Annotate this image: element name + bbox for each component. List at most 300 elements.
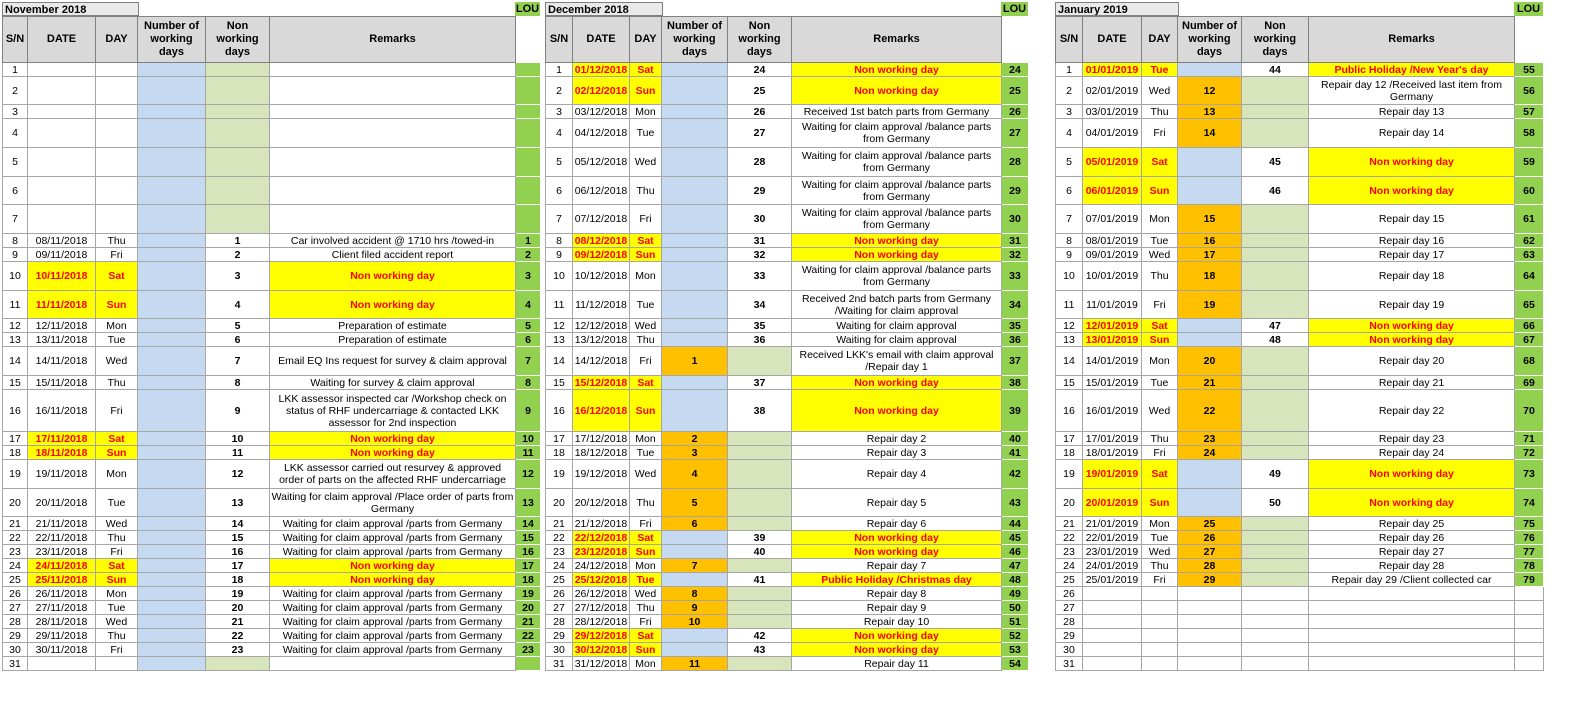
cell-w[interactable] [138, 432, 206, 446]
cell-w[interactable]: 18 [1178, 262, 1242, 291]
cell-date[interactable]: 23/11/2018 [28, 545, 96, 559]
cell-lou[interactable] [516, 77, 541, 105]
cell-date[interactable]: 07/12/2018 [573, 205, 630, 234]
cell-day[interactable]: Tue [630, 573, 662, 587]
cell-w[interactable] [1178, 460, 1242, 489]
cell-date[interactable]: 02/12/2018 [573, 77, 630, 105]
cell-sn[interactable]: 30 [1056, 643, 1083, 657]
cell-lou[interactable]: 63 [1515, 248, 1544, 262]
cell-sn[interactable]: 19 [3, 460, 28, 489]
cell-sn[interactable]: 10 [546, 262, 573, 291]
cell-date[interactable] [1083, 587, 1142, 601]
cell-sn[interactable]: 25 [546, 573, 573, 587]
cell-day[interactable]: Thu [630, 333, 662, 347]
cell-date[interactable]: 28/11/2018 [28, 615, 96, 629]
cell-w[interactable] [1178, 615, 1242, 629]
cell-sn[interactable]: 9 [1056, 248, 1083, 262]
cell-sn[interactable]: 1 [1056, 63, 1083, 77]
cell-date[interactable] [28, 77, 96, 105]
cell-r[interactable]: Repair day 17 [1309, 248, 1515, 262]
cell-r[interactable]: Public Holiday /New Year's day [1309, 63, 1515, 77]
cell-w[interactable] [1178, 643, 1242, 657]
cell-lou[interactable]: 59 [1515, 148, 1544, 177]
cell-sn[interactable]: 4 [3, 119, 28, 148]
cell-lou[interactable]: 79 [1515, 573, 1544, 587]
cell-lou[interactable]: 37 [1002, 347, 1029, 376]
cell-r[interactable]: Repair day 14 [1309, 119, 1515, 148]
cell-sn[interactable]: 26 [546, 587, 573, 601]
cell-r[interactable]: Repair day 13 [1309, 105, 1515, 119]
cell-w[interactable] [662, 629, 728, 643]
cell-day[interactable]: Tue [96, 601, 138, 615]
cell-lou[interactable]: 50 [1002, 601, 1029, 615]
cell-lou[interactable] [1515, 643, 1544, 657]
cell-w[interactable] [138, 234, 206, 248]
cell-w[interactable]: 24 [1178, 446, 1242, 460]
cell-r[interactable]: Repair day 3 [792, 446, 1002, 460]
cell-nw[interactable]: 6 [206, 333, 270, 347]
cell-date[interactable]: 22/12/2018 [573, 531, 630, 545]
cell-date[interactable]: 16/01/2019 [1083, 390, 1142, 432]
cell-nw[interactable]: 4 [206, 291, 270, 319]
cell-r[interactable] [1309, 629, 1515, 643]
cell-r[interactable] [1309, 601, 1515, 615]
cell-lou[interactable]: 9 [516, 390, 541, 432]
cell-sn[interactable]: 4 [546, 119, 573, 148]
cell-r[interactable]: Waiting for claim approval /parts from Germany [270, 615, 516, 629]
cell-day[interactable]: Sat [630, 234, 662, 248]
cell-lou[interactable] [516, 63, 541, 77]
cell-nw[interactable]: 19 [206, 587, 270, 601]
cell-date[interactable]: 25/01/2019 [1083, 573, 1142, 587]
cell-sn[interactable]: 7 [3, 205, 28, 234]
cell-nw[interactable] [1242, 531, 1309, 545]
cell-nw[interactable] [206, 119, 270, 148]
cell-r[interactable]: Repair day 29 /Client collected car [1309, 573, 1515, 587]
cell-date[interactable]: 10/11/2018 [28, 262, 96, 291]
cell-date[interactable]: 12/11/2018 [28, 319, 96, 333]
cell-sn[interactable]: 22 [1056, 531, 1083, 545]
cell-lou[interactable] [1515, 629, 1544, 643]
cell-date[interactable]: 20/11/2018 [28, 489, 96, 517]
cell-lou[interactable]: 30 [1002, 205, 1029, 234]
cell-nw[interactable] [1242, 119, 1309, 148]
cell-sn[interactable]: 21 [1056, 517, 1083, 531]
cell-r[interactable]: Waiting for claim approval [792, 319, 1002, 333]
cell-date[interactable]: 26/12/2018 [573, 587, 630, 601]
cell-nw[interactable] [728, 446, 792, 460]
cell-r[interactable]: Non working day [1309, 489, 1515, 517]
col-header-day[interactable]: DAY [96, 17, 138, 63]
cell-lou[interactable]: 17 [516, 559, 541, 573]
cell-lou[interactable]: 12 [516, 460, 541, 489]
cell-lou[interactable]: 42 [1002, 460, 1029, 489]
cell-w[interactable] [138, 63, 206, 77]
cell-lou[interactable]: 32 [1002, 248, 1029, 262]
cell-day[interactable]: Mon [630, 657, 662, 671]
cell-date[interactable]: 01/12/2018 [573, 63, 630, 77]
cell-sn[interactable]: 8 [3, 234, 28, 248]
cell-r[interactable]: Repair day 4 [792, 460, 1002, 489]
cell-sn[interactable]: 10 [3, 262, 28, 291]
cell-day[interactable]: Sat [1142, 148, 1178, 177]
cell-date[interactable] [1083, 643, 1142, 657]
cell-w[interactable] [138, 446, 206, 460]
cell-r[interactable]: Repair day 21 [1309, 376, 1515, 390]
cell-lou[interactable]: 2 [516, 248, 541, 262]
cell-day[interactable] [1142, 615, 1178, 629]
cell-nw[interactable]: 50 [1242, 489, 1309, 517]
cell-w[interactable] [662, 177, 728, 205]
cell-w[interactable] [138, 105, 206, 119]
cell-date[interactable]: 14/12/2018 [573, 347, 630, 376]
cell-sn[interactable]: 23 [3, 545, 28, 559]
cell-lou[interactable]: 34 [1002, 291, 1029, 319]
cell-date[interactable]: 13/01/2019 [1083, 333, 1142, 347]
cell-sn[interactable]: 17 [546, 432, 573, 446]
cell-lou[interactable]: 31 [1002, 234, 1029, 248]
cell-date[interactable] [28, 177, 96, 205]
cell-w[interactable]: 3 [662, 446, 728, 460]
cell-sn[interactable]: 16 [546, 390, 573, 432]
cell-r[interactable]: Repair day 8 [792, 587, 1002, 601]
cell-w[interactable] [138, 148, 206, 177]
cell-sn[interactable]: 27 [546, 601, 573, 615]
cell-nw[interactable] [1242, 629, 1309, 643]
cell-r[interactable] [270, 177, 516, 205]
cell-sn[interactable]: 5 [546, 148, 573, 177]
cell-day[interactable]: Fri [1142, 446, 1178, 460]
cell-lou[interactable]: 74 [1515, 489, 1544, 517]
cell-lou[interactable]: 38 [1002, 376, 1029, 390]
cell-sn[interactable]: 17 [1056, 432, 1083, 446]
cell-date[interactable] [1083, 615, 1142, 629]
cell-lou[interactable]: 46 [1002, 545, 1029, 559]
cell-day[interactable]: Mon [96, 460, 138, 489]
cell-r[interactable]: Repair day 25 [1309, 517, 1515, 531]
cell-lou[interactable]: 21 [516, 615, 541, 629]
cell-sn[interactable]: 28 [546, 615, 573, 629]
cell-w[interactable] [662, 205, 728, 234]
cell-lou[interactable]: 27 [1002, 119, 1029, 148]
cell-lou[interactable]: 65 [1515, 291, 1544, 319]
cell-date[interactable]: 05/01/2019 [1083, 148, 1142, 177]
cell-date[interactable]: 17/01/2019 [1083, 432, 1142, 446]
cell-day[interactable]: Sat [96, 559, 138, 573]
cell-lou[interactable]: 76 [1515, 531, 1544, 545]
cell-sn[interactable]: 1 [3, 63, 28, 77]
cell-nw[interactable] [1242, 657, 1309, 671]
cell-r[interactable]: Non working day [792, 545, 1002, 559]
cell-date[interactable]: 18/11/2018 [28, 446, 96, 460]
cell-w[interactable]: 25 [1178, 517, 1242, 531]
cell-sn[interactable]: 20 [3, 489, 28, 517]
cell-w[interactable] [138, 376, 206, 390]
cell-w[interactable]: 28 [1178, 559, 1242, 573]
cell-sn[interactable]: 29 [1056, 629, 1083, 643]
cell-r[interactable]: Waiting for claim approval /balance parts from Germany [792, 205, 1002, 234]
cell-lou[interactable]: 70 [1515, 390, 1544, 432]
cell-sn[interactable]: 8 [546, 234, 573, 248]
col-header-remarks[interactable]: Remarks [270, 17, 516, 63]
cell-lou[interactable]: 71 [1515, 432, 1544, 446]
cell-date[interactable]: 24/01/2019 [1083, 559, 1142, 573]
cell-day[interactable] [1142, 643, 1178, 657]
cell-nw[interactable] [728, 432, 792, 446]
cell-date[interactable]: 14/11/2018 [28, 347, 96, 376]
cell-sn[interactable]: 6 [3, 177, 28, 205]
cell-w[interactable] [662, 390, 728, 432]
cell-w[interactable] [662, 262, 728, 291]
cell-nw[interactable]: 43 [728, 643, 792, 657]
cell-sn[interactable]: 21 [3, 517, 28, 531]
cell-nw[interactable] [1242, 262, 1309, 291]
cell-w[interactable] [138, 573, 206, 587]
cell-date[interactable]: 18/12/2018 [573, 446, 630, 460]
cell-lou[interactable]: 8 [516, 376, 541, 390]
cell-w[interactable] [138, 489, 206, 517]
cell-date[interactable]: 02/01/2019 [1083, 77, 1142, 105]
cell-nw[interactable]: 48 [1242, 333, 1309, 347]
cell-nw[interactable]: 36 [728, 333, 792, 347]
cell-r[interactable]: Repair day 11 [792, 657, 1002, 671]
cell-nw[interactable] [1242, 432, 1309, 446]
cell-w[interactable]: 1 [662, 347, 728, 376]
cell-date[interactable]: 27/12/2018 [573, 601, 630, 615]
cell-date[interactable]: 09/12/2018 [573, 248, 630, 262]
cell-date[interactable]: 24/11/2018 [28, 559, 96, 573]
cell-lou[interactable]: 43 [1002, 489, 1029, 517]
cell-sn[interactable]: 22 [3, 531, 28, 545]
cell-w[interactable]: 21 [1178, 376, 1242, 390]
cell-nw[interactable] [206, 148, 270, 177]
cell-day[interactable] [1142, 629, 1178, 643]
cell-sn[interactable]: 27 [1056, 601, 1083, 615]
cell-lou[interactable]: 29 [1002, 177, 1029, 205]
cell-w[interactable] [662, 248, 728, 262]
col-header-remarks[interactable]: Remarks [1309, 17, 1515, 63]
cell-nw[interactable] [1242, 205, 1309, 234]
cell-nw[interactable]: 49 [1242, 460, 1309, 489]
cell-w[interactable] [138, 545, 206, 559]
col-header-day[interactable]: DAY [630, 17, 662, 63]
cell-nw[interactable] [1242, 601, 1309, 615]
cell-day[interactable]: Fri [1142, 573, 1178, 587]
cell-lou[interactable]: 11 [516, 446, 541, 460]
cell-r[interactable]: Repair day 19 [1309, 291, 1515, 319]
cell-date[interactable]: 04/12/2018 [573, 119, 630, 148]
cell-date[interactable]: 22/11/2018 [28, 531, 96, 545]
cell-date[interactable]: 30/11/2018 [28, 643, 96, 657]
cell-w[interactable] [138, 319, 206, 333]
cell-nw[interactable]: 38 [728, 390, 792, 432]
cell-nw[interactable] [728, 601, 792, 615]
cell-lou[interactable]: 72 [1515, 446, 1544, 460]
cell-r[interactable]: Repair day 24 [1309, 446, 1515, 460]
cell-sn[interactable]: 14 [3, 347, 28, 376]
cell-w[interactable] [138, 559, 206, 573]
cell-w[interactable] [662, 573, 728, 587]
cell-w[interactable]: 10 [662, 615, 728, 629]
cell-r[interactable]: Waiting for claim approval /parts from Germany [270, 531, 516, 545]
cell-lou[interactable]: 15 [516, 531, 541, 545]
col-header-remarks[interactable]: Remarks [792, 17, 1002, 63]
cell-date[interactable]: 03/12/2018 [573, 105, 630, 119]
cell-nw[interactable]: 9 [206, 390, 270, 432]
cell-day[interactable]: Mon [96, 587, 138, 601]
cell-date[interactable]: 28/12/2018 [573, 615, 630, 629]
col-header-working[interactable]: Number of working days [662, 17, 728, 63]
cell-date[interactable] [28, 205, 96, 234]
cell-lou[interactable]: 40 [1002, 432, 1029, 446]
cell-w[interactable] [1178, 177, 1242, 205]
cell-w[interactable] [138, 657, 206, 671]
cell-lou[interactable]: 20 [516, 601, 541, 615]
cell-sn[interactable]: 21 [546, 517, 573, 531]
cell-w[interactable] [662, 643, 728, 657]
cell-sn[interactable]: 25 [3, 573, 28, 587]
cell-w[interactable]: 15 [1178, 205, 1242, 234]
cell-r[interactable] [270, 657, 516, 671]
cell-day[interactable]: Sat [630, 63, 662, 77]
cell-sn[interactable]: 30 [3, 643, 28, 657]
cell-w[interactable] [1178, 333, 1242, 347]
cell-day[interactable]: Wed [630, 460, 662, 489]
cell-day[interactable]: Sun [630, 248, 662, 262]
cell-nw[interactable]: 14 [206, 517, 270, 531]
cell-nw[interactable]: 15 [206, 531, 270, 545]
cell-sn[interactable]: 6 [1056, 177, 1083, 205]
cell-sn[interactable]: 3 [1056, 105, 1083, 119]
cell-lou[interactable] [516, 657, 541, 671]
cell-lou[interactable]: 68 [1515, 347, 1544, 376]
cell-r[interactable]: Repair day 15 [1309, 205, 1515, 234]
cell-lou[interactable]: 44 [1002, 517, 1029, 531]
cell-day[interactable]: Thu [630, 177, 662, 205]
cell-day[interactable]: Tue [1142, 531, 1178, 545]
cell-nw[interactable]: 26 [728, 105, 792, 119]
cell-nw[interactable]: 46 [1242, 177, 1309, 205]
cell-day[interactable]: Sun [1142, 333, 1178, 347]
cell-date[interactable]: 29/12/2018 [573, 629, 630, 643]
cell-w[interactable]: 13 [1178, 105, 1242, 119]
cell-day[interactable]: Wed [96, 615, 138, 629]
cell-r[interactable]: Waiting for claim approval /balance parts from Germany [792, 119, 1002, 148]
cell-nw[interactable]: 32 [728, 248, 792, 262]
cell-lou[interactable]: 24 [1002, 63, 1029, 77]
cell-date[interactable]: 25/12/2018 [573, 573, 630, 587]
cell-w[interactable]: 7 [662, 559, 728, 573]
col-header-date[interactable]: DATE [28, 17, 96, 63]
cell-nw[interactable] [1242, 248, 1309, 262]
cell-nw[interactable]: 25 [728, 77, 792, 105]
cell-date[interactable]: 23/12/2018 [573, 545, 630, 559]
cell-nw[interactable]: 16 [206, 545, 270, 559]
cell-date[interactable]: 09/01/2019 [1083, 248, 1142, 262]
cell-lou[interactable] [516, 205, 541, 234]
cell-sn[interactable]: 28 [3, 615, 28, 629]
cell-w[interactable] [138, 531, 206, 545]
cell-nw[interactable]: 33 [728, 262, 792, 291]
cell-day[interactable]: Wed [96, 347, 138, 376]
cell-day[interactable]: Mon [630, 432, 662, 446]
cell-lou[interactable]: 69 [1515, 376, 1544, 390]
cell-date[interactable] [28, 148, 96, 177]
cell-r[interactable] [1309, 643, 1515, 657]
cell-day[interactable]: Sat [1142, 460, 1178, 489]
cell-day[interactable]: Wed [96, 517, 138, 531]
cell-day[interactable]: Tue [96, 333, 138, 347]
cell-lou[interactable]: 58 [1515, 119, 1544, 148]
cell-sn[interactable]: 18 [1056, 446, 1083, 460]
cell-sn[interactable]: 13 [546, 333, 573, 347]
cell-day[interactable]: Fri [1142, 119, 1178, 148]
cell-w[interactable] [1178, 629, 1242, 643]
cell-date[interactable]: 13/11/2018 [28, 333, 96, 347]
cell-sn[interactable]: 25 [1056, 573, 1083, 587]
cell-w[interactable] [1178, 601, 1242, 615]
cell-day[interactable] [96, 148, 138, 177]
cell-w[interactable] [138, 262, 206, 291]
cell-date[interactable]: 21/12/2018 [573, 517, 630, 531]
cell-sn[interactable]: 6 [546, 177, 573, 205]
cell-w[interactable] [662, 148, 728, 177]
cell-sn[interactable]: 12 [1056, 319, 1083, 333]
cell-nw[interactable]: 24 [728, 63, 792, 77]
cell-w[interactable] [138, 291, 206, 319]
cell-sn[interactable]: 24 [3, 559, 28, 573]
cell-lou[interactable]: 57 [1515, 105, 1544, 119]
cell-r[interactable]: Waiting for claim approval /parts from Germany [270, 601, 516, 615]
cell-w[interactable] [662, 119, 728, 148]
cell-r[interactable]: Repair day 12 /Received last item from Germany [1309, 77, 1515, 105]
cell-date[interactable]: 18/01/2019 [1083, 446, 1142, 460]
cell-lou[interactable]: 5 [516, 319, 541, 333]
cell-sn[interactable]: 15 [3, 376, 28, 390]
cell-nw[interactable]: 29 [728, 177, 792, 205]
cell-w[interactable] [1178, 63, 1242, 77]
cell-sn[interactable]: 13 [1056, 333, 1083, 347]
cell-day[interactable]: Tue [630, 291, 662, 319]
cell-w[interactable]: 22 [1178, 390, 1242, 432]
cell-date[interactable] [28, 105, 96, 119]
cell-r[interactable]: Non working day [792, 531, 1002, 545]
cell-r[interactable]: Non working day [792, 629, 1002, 643]
cell-sn[interactable]: 7 [546, 205, 573, 234]
col-header-nonworking[interactable]: Non working days [1242, 17, 1309, 63]
cell-nw[interactable] [1242, 390, 1309, 432]
cell-r[interactable]: Non working day [792, 63, 1002, 77]
cell-date[interactable]: 08/01/2019 [1083, 234, 1142, 248]
cell-lou[interactable]: 47 [1002, 559, 1029, 573]
cell-lou[interactable]: 3 [516, 262, 541, 291]
cell-lou[interactable]: 19 [516, 587, 541, 601]
cell-day[interactable]: Thu [96, 234, 138, 248]
cell-day[interactable]: Sat [630, 376, 662, 390]
cell-day[interactable]: Sat [630, 531, 662, 545]
cell-nw[interactable]: 20 [206, 601, 270, 615]
cell-r[interactable]: Non working day [270, 291, 516, 319]
cell-nw[interactable]: 39 [728, 531, 792, 545]
cell-w[interactable] [662, 545, 728, 559]
cell-r[interactable]: Car involved accident @ 1710 hrs /towed-in [270, 234, 516, 248]
cell-day[interactable] [96, 205, 138, 234]
cell-date[interactable]: 16/11/2018 [28, 390, 96, 432]
cell-nw[interactable]: 23 [206, 643, 270, 657]
cell-date[interactable]: 12/12/2018 [573, 319, 630, 333]
cell-nw[interactable] [1242, 573, 1309, 587]
cell-lou[interactable]: 49 [1002, 587, 1029, 601]
